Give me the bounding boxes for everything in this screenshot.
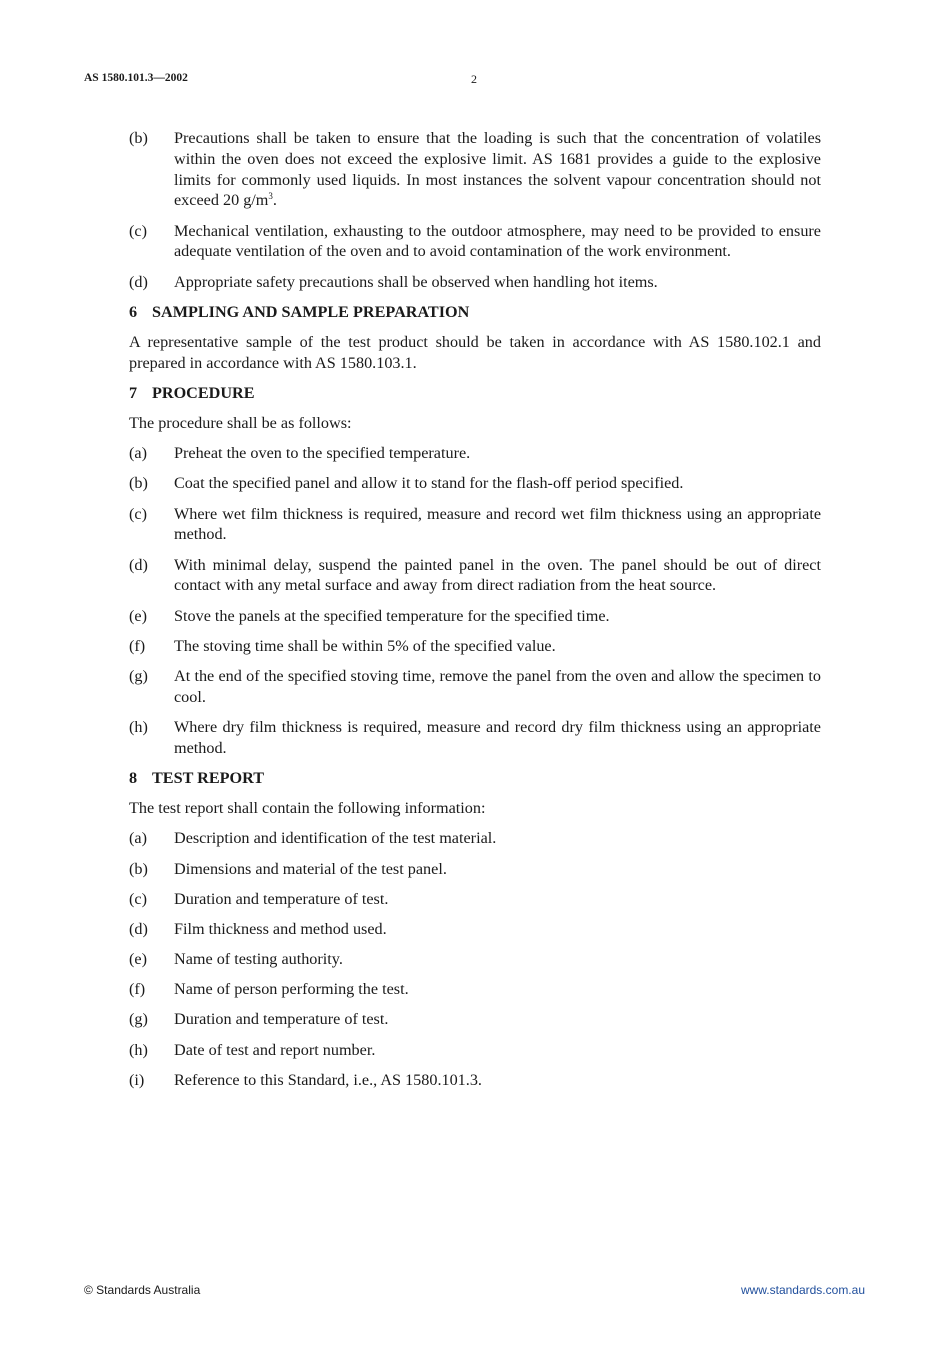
list-item-label: (d) [129, 555, 148, 574]
list-item-label: (b) [129, 474, 148, 493]
list-item [129, 221, 821, 263]
list-item-text: Duration and temperature of test. [174, 1010, 389, 1029]
list-item-label: (h) [129, 718, 148, 736]
list-item [129, 1009, 821, 1030]
list-item-label: (g) [129, 1010, 148, 1029]
website-link[interactable]: www.standards.com.au [740, 1283, 865, 1297]
list-item-text: Name of person performing the test. [174, 980, 409, 999]
report-list [129, 828, 821, 1090]
page-footer [84, 1283, 865, 1301]
list-item-text: Dimensions and material of the test panel. [174, 859, 447, 878]
list-item-label: (a) [129, 444, 147, 463]
section-heading [129, 383, 821, 404]
list-item-label: (d) [129, 272, 148, 291]
section-title: SAMPLING AND SAMPLE PREPARATION [152, 302, 470, 321]
document-id: AS 1580.101.3—2002 [84, 72, 188, 84]
superscript: 3 [268, 191, 273, 202]
section-number: 7 [129, 383, 138, 402]
paragraph: A representative sample of the test product should be taken in accordance with AS 1580.102.1 and prepared in accordance with AS 1580.103.1. [129, 332, 821, 372]
list-item-text: Description and identification of the test material. [174, 829, 497, 848]
page-header [84, 72, 866, 90]
procedure-list [129, 443, 821, 758]
list-item-label: (i) [129, 1070, 145, 1089]
list-item-text: Precautions shall be taken to ensure that the loading is such that the concentration of volatiles within the oven does not exceed the explosive limit. AS 1681 provides a guide to the explosive limits for commonly used liquids. In most instances the solvent vapour concentration should not exceed 20 $g/m^3$. [174, 129, 821, 210]
list-item [129, 636, 821, 657]
list-item-label: (b) [129, 129, 148, 147]
list-item [129, 666, 821, 708]
list-item-text: Preheat the oven to the specified temperature. [174, 444, 471, 463]
list-item-label: (e) [129, 606, 147, 625]
list-item-text: Reference to this Standard, i.e., AS 1580.101.3. [174, 1070, 482, 1089]
section-title: PROCEDURE [152, 383, 255, 402]
list-item-label: (h) [129, 1040, 148, 1059]
list-item-label: (b) [129, 859, 148, 878]
list-item [129, 272, 821, 293]
list-item-label: (c) [129, 221, 147, 240]
list-item-label: (f) [129, 980, 146, 999]
list-item [129, 555, 821, 597]
list-item [129, 828, 821, 849]
list-item-text: Coat the specified panel and allow it to stand for the flash-off period specified. [174, 474, 684, 493]
list-item-text: Stove the panels at the specified temperature for the specified time. [174, 606, 610, 625]
list-item-text: At the end of the specified stoving time, remove the panel from the oven and allow the specimen to cool. [174, 667, 821, 706]
list-item [129, 1040, 821, 1061]
section-heading [129, 768, 821, 789]
list-item [129, 443, 821, 464]
list-item-text: Mechanical ventilation, exhausting to the outdoor atmosphere, may need to be provided to ensure adequate ventilation of the oven and to avoid contamination of the work environment. [174, 221, 821, 261]
list-item [129, 979, 821, 1000]
list-item [129, 889, 821, 910]
list-item [129, 128, 821, 211]
list-item-text: With minimal delay, suspend the painted panel in the oven. The panel should be out of direct contact with any metal surface and away from direct radiation from the heat source. [174, 555, 821, 595]
list-item-label: (g) [129, 667, 148, 686]
list-item [129, 504, 821, 546]
list-item [129, 949, 821, 970]
list-item-label: (c) [129, 889, 147, 908]
list-item [129, 717, 821, 759]
list-item-text: Name of testing authority. [174, 950, 343, 969]
list-item-text: Where dry film thickness is required, measure and record dry film thickness using an appropriate method. [174, 718, 821, 757]
list-item [129, 473, 821, 494]
copyright-notice: © Standards Australia [84, 1283, 201, 1297]
list-item-text: Duration and temperature of test. [174, 889, 389, 908]
list-item-label: (e) [129, 950, 147, 969]
paragraph: The procedure shall be as follows: [129, 414, 352, 433]
list-item-text: Film thickness and method used. [174, 919, 387, 938]
list-item [129, 1070, 821, 1091]
list-item-text: Date of test and report number. [174, 1040, 376, 1059]
section-heading [129, 302, 821, 323]
list-item-label: (a) [129, 829, 147, 848]
list-item [129, 919, 821, 940]
list-item-text: Where wet film thickness is required, measure and record wet film thickness using an appropriate method. [174, 504, 821, 544]
list-item-label: (f) [129, 636, 146, 655]
section-number: 8 [129, 768, 138, 787]
section-title: TEST REPORT [152, 768, 265, 787]
list-item-label: (d) [129, 919, 148, 938]
page-number: 2 [471, 72, 477, 86]
paragraph: The test report shall contain the following information: [129, 799, 486, 818]
list-item-label: (c) [129, 504, 147, 523]
list-item [129, 606, 821, 627]
list-item-text: Appropriate safety precautions shall be observed when handling hot items. [174, 272, 658, 291]
list-item-text: The stoving time shall be within 5% of the specified value. [174, 636, 556, 655]
document-body [129, 128, 821, 1100]
section-number: 6 [129, 302, 138, 321]
list-item [129, 859, 821, 880]
